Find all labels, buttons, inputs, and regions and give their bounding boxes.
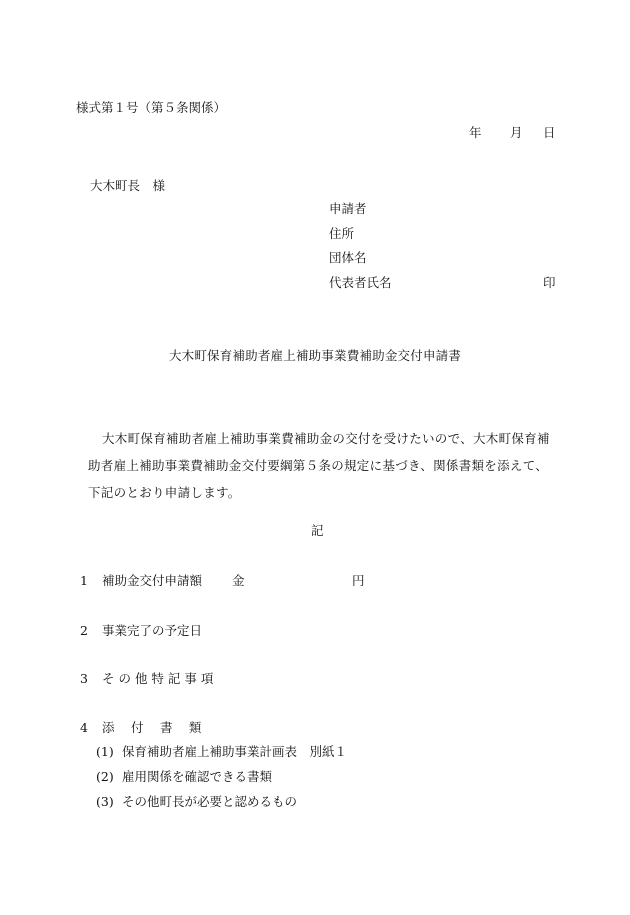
date-day: 日 xyxy=(543,125,556,140)
item-3 xyxy=(80,673,213,686)
addressee: 大木町長 様 xyxy=(90,178,166,193)
attachment-2 xyxy=(96,771,272,784)
applicant-label: 申請者 xyxy=(329,201,367,216)
item-label: 添 付 書 類 xyxy=(102,720,202,735)
attachment-3 xyxy=(96,796,297,809)
item-1 xyxy=(80,575,202,588)
body-paragraph: 大木町保育補助者雇上補助事業費補助金の交付を受けたいので、大木町保育補助者雇上補助事業費補助金交付要綱第５条の規定に基づき、関係書類を添えて、下記のとおり申請します。 xyxy=(88,431,550,500)
item-2 xyxy=(80,625,202,638)
attachment-text: その他町長が必要と認めるもの xyxy=(122,794,298,809)
seal-mark: 印 xyxy=(543,275,556,290)
amount-prefix: 金 xyxy=(232,573,245,588)
item-label: 事業完了の予定日 xyxy=(102,623,203,638)
item-number: 1 xyxy=(80,573,88,588)
attachment-number: (3) xyxy=(96,794,114,809)
item-label: そ の 他 特 記 事 項 xyxy=(102,671,214,686)
item-label: 補助金交付申請額 xyxy=(102,573,203,588)
date-year: 年 xyxy=(469,125,482,140)
attachment-number: (1) xyxy=(96,744,114,759)
applicant-address: 住所 xyxy=(329,226,355,241)
item-number: 3 xyxy=(80,671,88,686)
attachment-text: 保育補助者雇上補助事業計画表 別紙１ xyxy=(122,744,348,759)
attachment-text: 雇用関係を確認できる書類 xyxy=(122,769,273,784)
attachment-1 xyxy=(96,746,347,759)
item-4 xyxy=(80,722,201,735)
amount-suffix: 円 xyxy=(352,573,365,588)
item-number: 4 xyxy=(80,720,88,735)
ki-heading: 記 xyxy=(311,523,324,538)
attachment-number: (2) xyxy=(96,769,114,784)
item-number: 2 xyxy=(80,623,88,638)
applicant-organization: 団体名 xyxy=(329,250,367,265)
form-number: 様式第１号（第５条関係） xyxy=(76,100,227,115)
applicant-representative: 代表者氏名 xyxy=(329,275,392,290)
date-month: 月 xyxy=(510,125,523,140)
document-title: 大木町保育補助者雇上補助事業費補助金交付申請書 xyxy=(168,348,462,363)
